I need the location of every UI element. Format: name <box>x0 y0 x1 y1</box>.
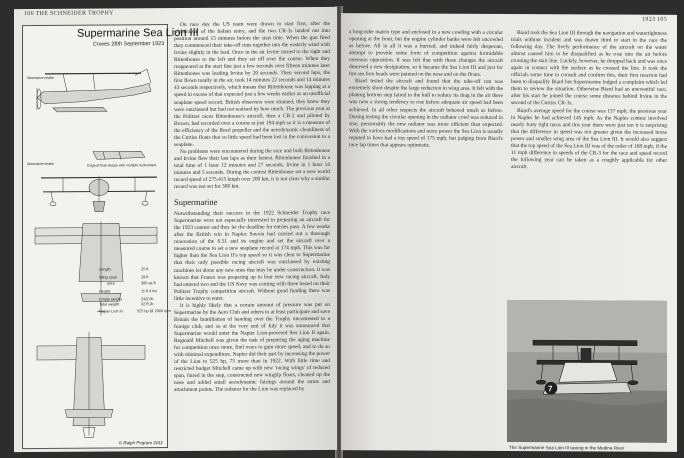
aircraft-drawing <box>22 24 168 449</box>
drawing-credit: © Ralph Pegram 2011 <box>119 440 163 445</box>
spec-value: 525 hp @ 2000 rpm <box>137 309 171 313</box>
annotation-alt-intake-1: Alternative intake <box>27 76 54 80</box>
spec-label: Total weight <box>99 302 119 306</box>
annotation-alt-intake-2: Alternative intake <box>27 162 54 166</box>
top-view-drawing <box>35 221 157 316</box>
annotation-original-float: Original float design with multiple hydrosteps <box>87 163 156 167</box>
paragraph: No problems were encountered during the race and both Rittenhouse and Irvine flew their last laps as their fastest. Rittenhouse finished in a total time of 1 hour 12 minutes and 27 seconds, Irvine in 1 hour 14 minutes and 5 seconds. During the contest Rittenhouse set a new world record speed of 275.415 kmph over 200 km, it is not clear why a similar record was not set for 300 km. <box>174 148 330 191</box>
paragraph: On race day the US team were drawn to start first, after the withdrawal of the Italian entry, and the two CR-3s landed out into position around 15 minutes before the start time. When the gun fired they commenced their take-off runs together into the easterly wind with Irvine slightly in the lead. Once in the air Irvine turned to the right and Rittenhouse to the left and they set off over the course. When they reappeared at the start line just a few seconds over fifteen minutes later Rittenhouse was leading Irvine by 20 seconds. Their second laps, the first flown totally in the air, took 14 minutes 22 seconds and 14 minutes 43 seconds respectively, which means that Rittenhouse was lapping at a speed in excess of that expected just a few weeks earlier as an unofficial seaplane speed record. British observers were stunned, they knew they were outclassed but had not realised by how much. The previous year at the Pulitzer races Rittenhouse's aircraft, then a CR-2 and piloted by Brown, had recorded over a course at just 194 mph so it is a measure of the efficiency of the Reed propeller and the aerodynamic cleanliness of the Curtiss floats that so little speed had been lost in the conversion to a seaplane. <box>174 21 330 149</box>
right-running-header: 1923 105 <box>642 17 667 23</box>
spec-label: area <box>107 281 115 285</box>
spec-label: Length <box>99 267 111 271</box>
left-page <box>14 7 337 452</box>
spec-label: Napier Lion III <box>99 309 123 313</box>
paragraph: Biard's average speed for the course was 157 mph; the previous year in Naples he had achieved 145 mph. As the Naples contest involved nearly forty tight turns and this year there were just ten it is surprising that the difference in speed was not greater given the increased horse power and smaller wing area of the Sea Lion III. It would also suggest that the top speed of the Sea Lion III was of the order of 168 mph, if the 11 mph difference in speeds of the CR-3 for the race and speed record the following year can be taken as a roughly applicable for other aircraft. <box>511 108 667 172</box>
paragraph: Biard tested the aircraft and found that the take-off run was extremely short despite the large reduction in wing area. It felt with the planing bottom step faired to the hull to reduce its drag in the air there was now a strong tendency to rise before adequate air speed had been achieved. In all other respects the aircraft behaved much as before. During testing the circular opening in the radiator cowl was reduced in size, presumably the new radiator was more efficient than expected. With the various modifications and more power the Sea Lion is usually reputed to have had a top speed of 175 mph, but judging from Biard's race lap times that appears optimistic. <box>349 78 503 149</box>
right-page <box>341 13 677 452</box>
seaplane-photo <box>507 300 667 443</box>
plan-view-drawing <box>37 331 145 438</box>
paragraph: Notwithstanding their success in the 1922 Schneider Trophy race Supermarine were not especially interested in preparing an aircraft for the 1923 contest and they let the deadline for entries pass. A few weeks after the British win in Naples Savoia had carried out a thorough renovation of the S.51 and its engine and set the aircraft over a measured course to set a new seaplane record at 174 mph. This was far higher than the Sea Lion II's top speed so it was clear to Supermarine that their only possible racing aircraft was outclassed by existing machines let alone any new ones that may be under construction. It was known that France was preparing up to four new racing aircraft, Italy had entered two and the US Navy was coming with three based on their Pulitzer Trophy competition aircraft. Without good funding there was little incentive to enter. <box>174 210 330 303</box>
race-number: 7 <box>548 384 553 393</box>
right-text-column-1 <box>349 29 503 150</box>
spec-label: Height <box>99 289 110 293</box>
left-text-column <box>174 21 330 394</box>
paragraph: a long-tube matrix type and enclosed in a new cowling with a circular opening at the front, but the engine cylinder banks were left uncowled as before. All in all it was a hurried, and indeed fairly desperate, attempt to provide some form of competition against formidable overseas opposition. It was felt that with these changes the aircraft deserved a new designation, so it became the Sea Lion III and just for fun sea lion heads were painted on the nose and on the floats. <box>349 29 503 79</box>
float-detail-drawing <box>93 151 145 159</box>
paragraph: It is highly likely that a certain amount of pressure was put on Supermarine by the Aero Club and others to at least participate and save Britain the humiliation of handing over the Trophy uncontested to a foreign club, and so at the very end of July it was announced that Supermarine would enter the Napier Lion-powered Sea Lion II again. Reginald Mitchell was given the task of preparing the aging machine for competition once more, find ways to gain more speed, and to do so with minimal expenditure. Napier did their part by increasing the power of the Lion to 525 hp, 75 more than in 1922. With little time and restricted budget Mitchell came up with new 'racing wings' of reduced span, faired in the step, constructed new wingtip floats, cleaned up the nose and added small aerodynamic fairings around the struts and attachment points. The radiator for the Lion was replaced by <box>174 302 330 395</box>
photo-caption: The Supermarine Sea Lion III taxiing in the Medina River <box>509 445 624 451</box>
side-view-drawing <box>37 69 151 112</box>
paragraph: Biard took the Sea Lion III through the navigation and watertightness trials without incident and was drawn third to start in the race the following day. The lively performance of the aircraft on the water almost caused him to be disqualified as he rose into the air before crossing the start line. Luckily, however, he dropped back and was once again in contact with the surface as he crossed the line. It took the officials some time to consult and confirm this, their first reaction had been to disqualify Biard but Supermarine lodged a complaint which led them to review the situation. Otherwise Biard had an uneventful race, after his start he joined the course some distance behind Irvine in the second of the Curtiss CR-3s. <box>511 30 667 108</box>
spec-value: 11 ft 4 ins <box>141 289 157 293</box>
left-running-header: 106 THE SCHNEIDER TROPHY <box>24 10 114 17</box>
aircraft-line-drawings <box>23 25 167 448</box>
spec-value: 3275 lb <box>141 302 153 306</box>
spec-value: 2420 lb <box>141 297 153 301</box>
drawing-title: Supermarine Sea Lion III <box>77 27 167 40</box>
drawing-subtitle: Cowes 28th September 1923 <box>93 41 164 47</box>
spec-value: 25 ft <box>141 267 148 271</box>
section-heading: Supermarine <box>174 196 330 207</box>
spec-value: 28 ft <box>141 275 148 279</box>
spec-value: 360 sq ft <box>141 281 156 285</box>
seaplane-photo-image <box>507 300 667 443</box>
right-text-column-2 <box>511 30 667 172</box>
spec-label: Wing span <box>99 275 117 279</box>
spec-label: Empty weight <box>99 297 122 301</box>
front-view-drawing <box>41 175 157 212</box>
